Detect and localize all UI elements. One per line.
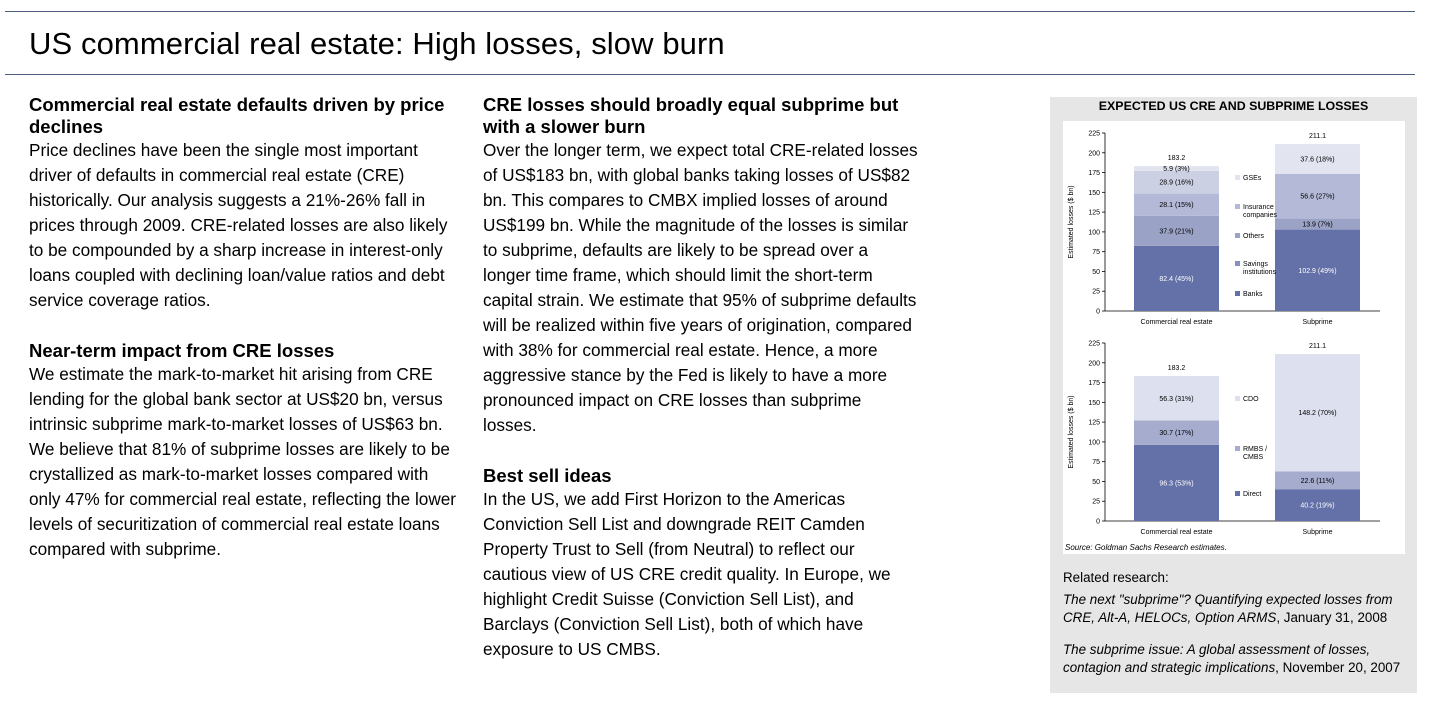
chart-source: Source: Goldman Sachs Research estimates. (1065, 543, 1227, 552)
y-axis-label: Estimated losses ($ bn) (1068, 395, 1075, 469)
y-tick-label: 200 (1088, 360, 1100, 368)
legend-label-line: institutions (1243, 269, 1277, 276)
legend-label-line: CMBS (1243, 454, 1264, 461)
related-date: , November 20, 2007 (1275, 660, 1401, 675)
y-tick-label: 150 (1088, 399, 1100, 407)
data-label: 96.3 (53%) (1159, 480, 1194, 488)
y-tick-label: 225 (1088, 340, 1100, 348)
data-label: 56.6 (27%) (1300, 193, 1335, 201)
legend-label-line: companies (1243, 212, 1277, 219)
y-tick-label: 0 (1096, 308, 1100, 316)
y-tick-label: 75 (1092, 249, 1100, 257)
category-label: Commercial real estate (1140, 529, 1213, 536)
y-tick-label: 200 (1088, 150, 1100, 158)
data-label: 56.3 (31%) (1159, 395, 1194, 403)
sidebar-panel (1050, 97, 1417, 693)
middle-column (483, 94, 918, 662)
y-tick-label: 50 (1092, 268, 1100, 276)
data-label: 102.9 (49%) (1298, 267, 1337, 275)
sidebar-title: EXPECTED US CRE AND SUBPRIME LOSSES (1098, 99, 1369, 113)
section-heading: CRE losses should broadly equal subprime but with a slower burn (483, 94, 899, 137)
section-body: In the US, we add First Horizon to the Americas Conviction Sell List and downgrade REIT Camden Property Trust to Sell (from Neutral) to reflect our cautious view of US CRE credit quality. In Europe, we highlight Credit Suisse (Conviction Sell List), and Barclays (Conviction Sell List), both of which have exposure to US CMBS. (483, 489, 891, 659)
data-label: 13.9 (7%) (1302, 221, 1333, 229)
legend-swatch (1235, 204, 1240, 209)
y-tick-label: 75 (1092, 459, 1100, 467)
y-tick-label: 100 (1088, 229, 1100, 237)
related-title[interactable]: The subprime issue: A global assessment of losses, contagion and strategic implications (1063, 642, 1371, 675)
legend-label: CDO (1243, 396, 1259, 403)
related-item[interactable] (1063, 641, 1413, 677)
data-label: 22.6 (11%) (1300, 477, 1335, 485)
section-body: Over the longer term, we expect total CRE-related losses of US$183 bn, with global banks taking losses of US$82 bn. This compares to CMBX implied losses of around US$199 bn. While the magnitude of the losses is similar to subprime, defaults are likely to be spread over a longer time frame, which should limit the short-term capital strain. We estimate that 95% of subprime defaults will be realized within five years of origination, compared with 38% for commercial real estate. Hence, a more aggressive stance by the Fed is likely to have a more pronounced impact on CRE losses than subprime losses. (483, 140, 918, 435)
y-tick-label: 125 (1088, 209, 1100, 217)
loss-charts (1063, 121, 1405, 541)
legend-label: Banks (1243, 291, 1263, 298)
data-label: 28.9 (16%) (1159, 179, 1194, 187)
y-tick-label: 25 (1092, 288, 1100, 296)
related-research (1063, 569, 1413, 691)
total-label: 183.2 (1167, 155, 1186, 163)
data-label: 37.6 (18%) (1300, 156, 1335, 164)
page-title: US commercial real estate: High losses, slow burn (29, 26, 725, 61)
category-label: Subprime (1302, 319, 1333, 326)
category-label: Subprime (1302, 529, 1333, 536)
data-label: 37.9 (21%) (1159, 228, 1194, 236)
section-body: Price declines have been the single most important driver of defaults in commercial real estate (CRE) historically. Our analysis suggests a 21%-26% fall in prices through 2009. CRE-related losses are also likely to be compounded by a sharp increase in interest-only loans coupled with declining loan/value ratios and debt service coverage ratios. (29, 140, 448, 310)
section-heading: Best sell ideas (483, 465, 612, 486)
legend-swatch (1235, 396, 1240, 401)
data-label: 28.1 (15%) (1159, 202, 1194, 210)
related-item[interactable] (1063, 591, 1413, 627)
legend-label: Others (1243, 233, 1265, 240)
y-tick-label: 175 (1088, 170, 1100, 178)
total-label: 211.1 (1309, 343, 1326, 351)
top-rule (5, 11, 1415, 12)
data-label: 5.9 (3%) (1163, 165, 1190, 173)
title-rule (5, 74, 1415, 75)
data-label: 148.2 (70%) (1298, 410, 1337, 418)
related-title[interactable]: The next "subprime"? Quantifying expected losses from CRE, Alt-A, HELOCs, Option ARMS (1063, 592, 1393, 625)
y-tick-label: 150 (1088, 189, 1100, 197)
y-tick-label: 225 (1088, 130, 1100, 138)
legend-swatch (1235, 291, 1240, 296)
legend-swatch (1235, 175, 1240, 180)
data-label: 82.4 (45%) (1159, 275, 1194, 283)
y-tick-label: 125 (1088, 419, 1100, 427)
y-tick-label: 100 (1088, 439, 1100, 447)
legend-label: GSEs (1243, 175, 1262, 182)
related-heading: Related research: (1063, 570, 1169, 585)
legend-label: Direct (1243, 491, 1262, 498)
legend-label-line: RMBS / (1243, 446, 1268, 453)
data-label: 40.2 (19%) (1300, 502, 1335, 510)
y-tick-label: 0 (1096, 518, 1100, 526)
legend-swatch (1235, 446, 1240, 451)
legend-label-line: Insurance (1243, 204, 1274, 211)
section-heading: Commercial real estate defaults driven by price declines (29, 94, 445, 137)
legend-swatch (1235, 233, 1240, 238)
section-heading: Near-term impact from CRE losses (29, 340, 335, 361)
y-tick-label: 25 (1092, 498, 1100, 506)
section-body: We estimate the mark-to-market hit arising from CRE lending for the global bank sector at US$20 bn, versus intrinsic subprime mark-to-market losses of US$63 bn. We believe that 81% of subprime losses are likely to be crystallized as mark-to-market losses compared with only 47% for commercial real estate, reflecting the lower levels of securitization of commercial real estate loans compared with subprime. (29, 364, 457, 559)
y-tick-label: 175 (1088, 380, 1100, 388)
left-column (29, 94, 461, 562)
data-label: 30.7 (17%) (1159, 430, 1194, 438)
y-tick-label: 50 (1092, 478, 1100, 486)
legend-swatch (1235, 491, 1240, 496)
category-label: Commercial real estate (1140, 319, 1213, 326)
total-label: 211.1 (1309, 133, 1326, 141)
total-label: 183.2 (1167, 364, 1186, 372)
legend-swatch (1235, 261, 1240, 266)
related-date: , January 31, 2008 (1276, 610, 1388, 625)
y-axis-label: Estimated losses ($ bn) (1068, 185, 1075, 259)
chart-container (1063, 121, 1405, 554)
legend-label-line: Savings (1243, 261, 1268, 268)
